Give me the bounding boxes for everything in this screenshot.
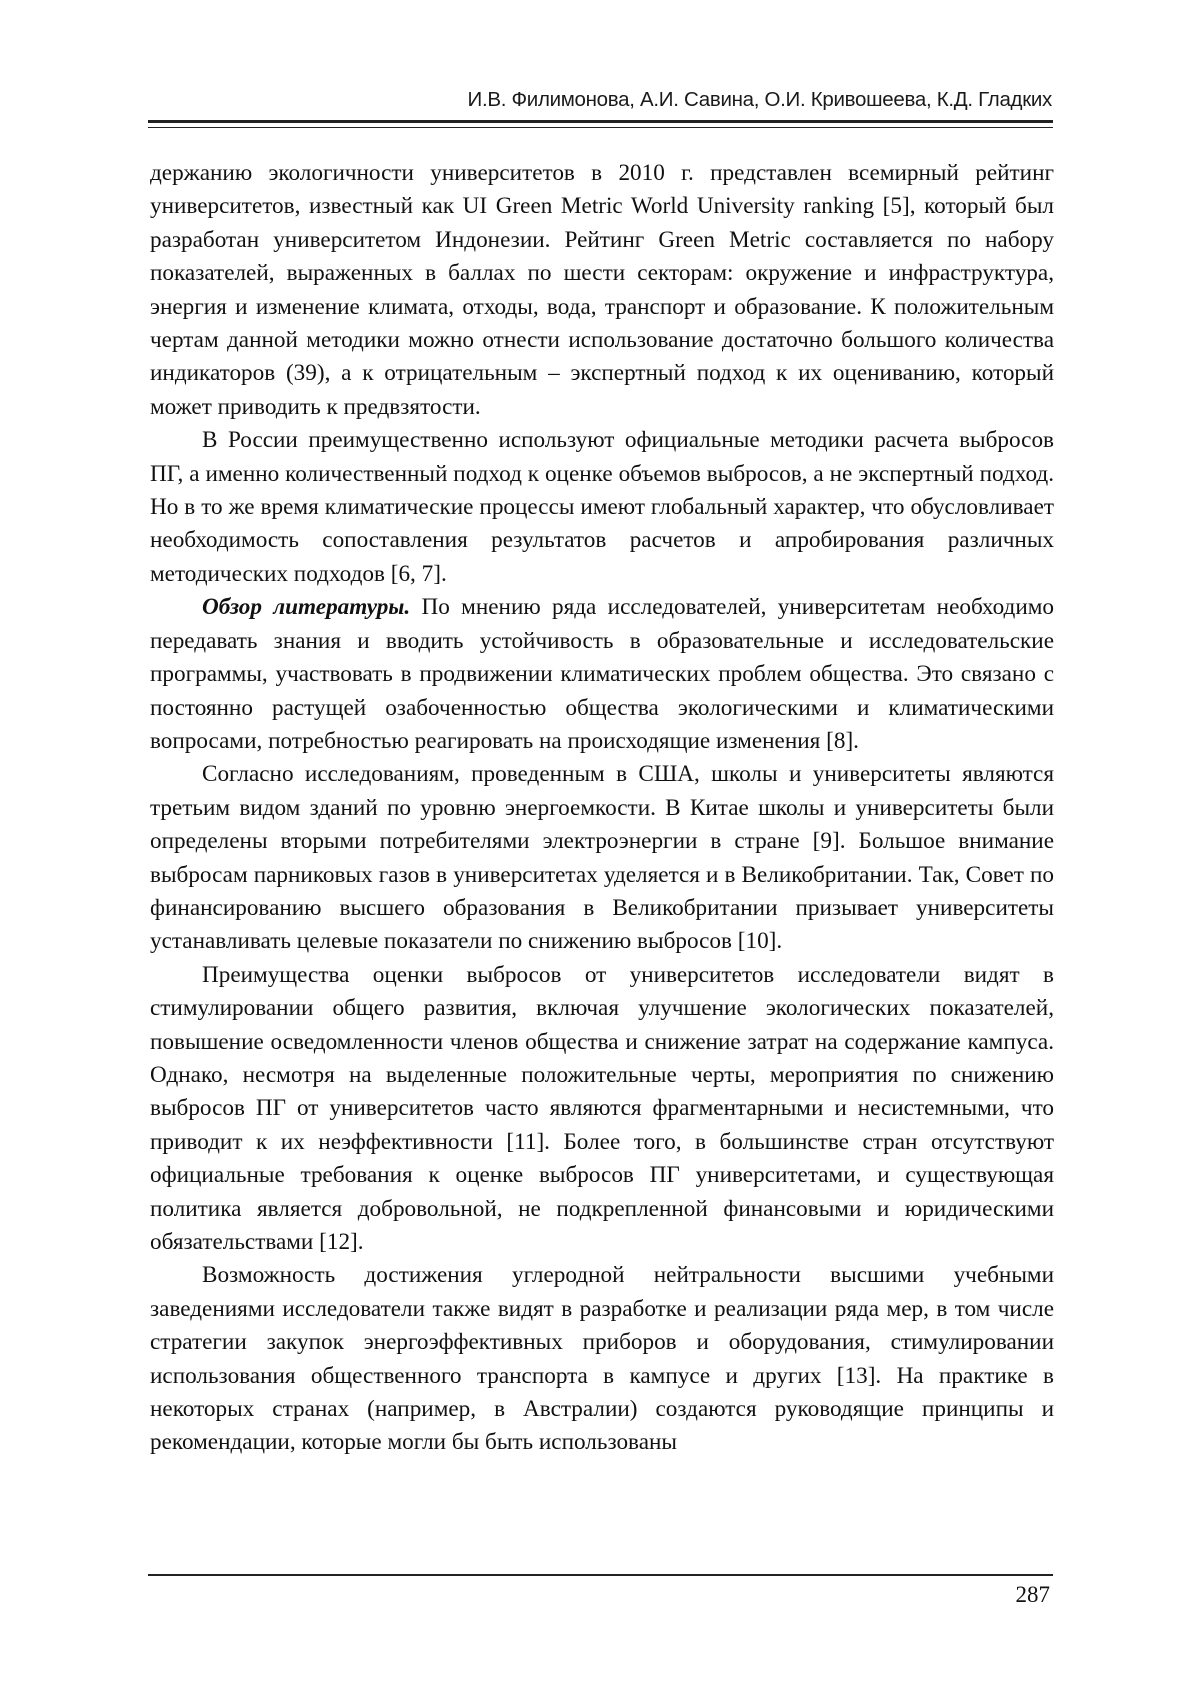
footer-rule	[148, 1574, 1053, 1576]
page-number: 287	[1015, 1582, 1050, 1607]
body-text	[150, 157, 1054, 1460]
header-rule-thick	[148, 120, 1053, 123]
paragraph-text: По мнению ряда исследователей, университетам необходимо передавать знания и вводить устойчивость в образовательные и исследовательские программы, участвовать в продвижении климатических проблем общества. Это связано с постоянно растущей озабоченностью общества экологическими и климатическими вопросами, потребностью реагировать на происходящие изменения [8].	[150, 594, 1054, 754]
paragraph-literature-review	[150, 591, 1054, 758]
running-head: И.В. Филимонова, А.И. Савина, О.И. Кривошеева, К.Д. Гладких	[467, 88, 1052, 111]
paragraph-continued: держанию экологичности университетов в 2010 г. представлен всемирный рейтинг университетов, известный как UI Green Metric World University ranking [5], который был разработан университетом Индонезии. Рейтинг Green Metric составляется по набору показателей, выраженных в баллах по шести секторам: окружение и инфраструктура, энергия и изменение климата, отходы, вода, транспорт и образование. К положительным чертам данной методики можно отнести использование достаточно большого количества индикаторов (39), а к отрицательным – экспертный подход к их оцениванию, который может приводить к предвзятости.	[150, 160, 1054, 420]
paragraph: В России преимущественно используют официальные методики расчета выбросов ПГ, а именно количественный подход к оценке объемов выбросов, а не экспертный подход. Но в то же время климатические процессы имеют глобальный характер, что обусловливает необходимость сопоставления результатов расчетов и апробирования различных методических подходов [6, 7].	[150, 427, 1054, 587]
section-run-in-heading: Обзор литературы.	[202, 594, 411, 621]
paragraph: Согласно исследованиям, проведенным в США, школы и университеты являются третьим видом зданий по уровню энергоемкости. В Китае школы и университеты были определены вторыми потребителями электроэнергии в стране [9]. Большое внимание выбросам парниковых газов в университетах уделяется и в Великобритании. Так, Совет по финансированию высшего образования в Великобритании призывает университеты устанавливать целевые показатели по снижению выбросов [10].	[150, 761, 1054, 955]
paragraph: Возможность достижения углеродной нейтральности высшими учебными заведениями исследователи также видят в разработке и реализации ряда мер, в том числе стратегии закупок энергоэффективных приборов и оборудования, стимулировании использования общественного транспорта в кампусе и других [13]. На практике в некоторых странах (например, в Австралии) создаются руководящие принципы и рекомендации, которые могли бы быть использованы	[150, 1262, 1054, 1456]
header-rule-thin	[148, 127, 1053, 128]
paragraph: Преимущества оценки выбросов от университетов исследователи видят в стимулировании общего развития, включая улучшение экологических показателей, повышение осведомленности членов общества и снижение затрат на содержание кампуса. Однако, несмотря на выделенные положительные черты, мероприятия по снижению выбросов ПГ от университетов часто являются фрагментарными и несистемными, что приводит к их неэффективности [11]. Более того, в большинстве стран отсутствуют официальные требования к оценке выбросов ПГ университетами, и существующая политика является добровольной, не подкрепленной финансовыми и юридическими обязательствами [12].	[150, 961, 1054, 1255]
